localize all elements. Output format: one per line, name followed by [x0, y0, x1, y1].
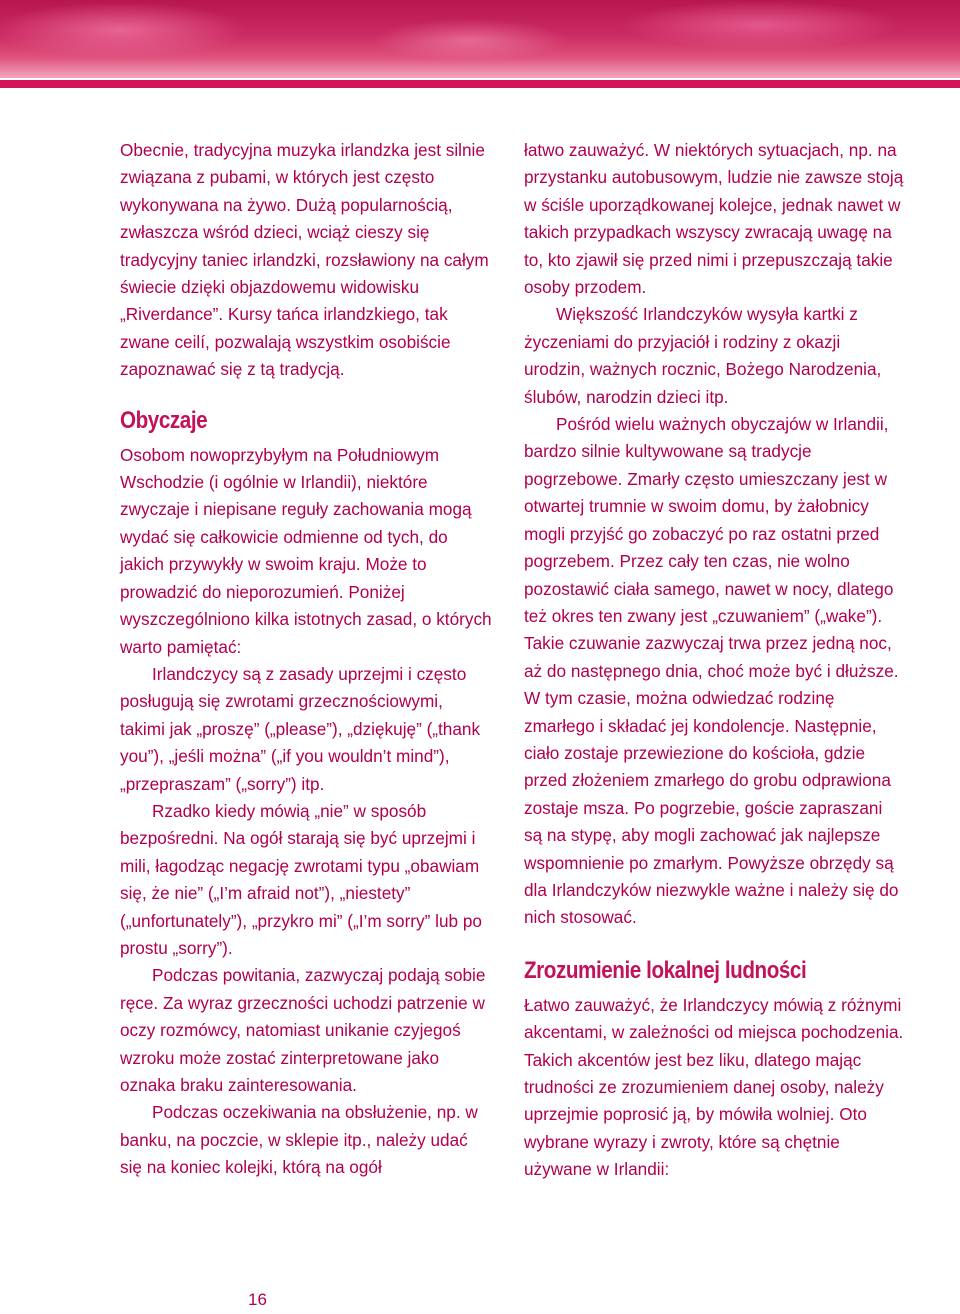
paragraph: łatwo zauważyć. W niektórych sytuacjach, np. na przystanku autobusowym, ludzie nie zawsze stoją w ściśle uporządkowanej kolejce, jednak nawet w takich przypadkach wszyscy zwracają uwagę na to, kto zjawił się przed nimi i przepuszczają takie osoby przodem. — [524, 140, 904, 298]
paragraph: Łatwo zauważyć, że Irlandczycy mówią z różnymi akcentami, w zależności od miejsca pochodzenia. Takich akcentów jest bez liku, dlatego mając trudności ze zrozumieniem danej osoby, należy uprzejmie poprosić ją, by mówiła wolniej. Oto wybrane wyrazy i zwroty, które są chętnie używane w Irlandii: — [524, 994, 904, 1180]
paragraph: Podczas oczekiwania na obsłużenie, np. w banku, na poczcie, w sklepie itp., należy udać się na koniec kolejki, którą na ogół — [120, 1102, 478, 1178]
section-heading-obyczaje: Obyczaje — [120, 406, 208, 434]
paragraph: Podczas powitania, zazwyczaj podają sobie ręce. Za wyraz grzeczności uchodzi patrzenie w oczy rozmówcy, natomiast unikanie czyjegoś wzroku może zostać zinterpretowane jako oznaka braku zainteresowania. — [120, 965, 486, 1095]
header-stripe — [0, 80, 960, 88]
page-number: 16 — [248, 1290, 267, 1309]
left-column — [120, 137, 492, 1182]
paragraph: Pośród wielu ważnych obyczajów w Irlandii, bardzo silnie kultywowane są tradycje pogrzebowe. Zmarły często umieszczany jest w otwartej trumnie w swoim domu, by żałobnicy mogli przyjść go zobaczyć po raz ostatni przed pogrzebem. Przez cały ten czas, nie wolno pozostawić ciała samego, nawet w nocy, dlatego też okres ten zwany jest „czuwaniem” („wake”). Takie czuwanie zazwyczaj trwa przez jedną noc, aż do następnego dnia, choć może być i dłuższe. W tym czasie, można odwiedzać rodzinę zmarłego i składać jej kondolencje. Następnie, ciało zostaje przewiezione do kościoła, gdzie przed złożeniem zmarłego do grobu odprawiona zostaje msza. Po pogrzebie, goście zapraszani są na stypę, aby mogli zachować jak najlepsze wspomnienie po zmarłym. Powyższe obrzędy są dla Irlandczyków niezwykle ważne i należy się do nich stosować. — [524, 414, 899, 928]
paragraph: Większość Irlandczyków wysyła kartki z życzeniami do przyjaciół i rodziny z okazji urodzin, ważnych rocznic, Bożego Narodzenia, ślubów, narodzin dzieci itp. — [524, 304, 882, 407]
header-banner-image — [0, 0, 960, 78]
section-heading-zrozumienie: Zrozumienie lokalnej ludności — [524, 956, 807, 984]
right-column — [524, 137, 904, 1184]
paragraph: Osobom nowoprzybyłym na Południowym Wschodzie (i ogólnie w Irlandii), niektóre zwyczaje i niepisane reguły zachowania mogą wydać się całkowicie odmienne od tych, do jakich przywykły w swoim kraju. Może to prowadzić do nieporozumień. Poniżej wyszczególniono kilka istotnych zasad, o których warto pamiętać: — [120, 444, 492, 657]
intro-paragraph: Obecnie, tradycyjna muzyka irlandzka jest silnie związana z pubami, w których jest często wykonywana na żywo. Dużą popularnością, zwłaszcza wśród dzieci, wciąż cieszy się tradycyjny taniec irlandzki, rozsławiony na całym świecie dzięki objazdowemu widowisku „Riverdance”. Kursy tańca irlandzkiego, tak zwane ceilí, pozwalają wszystkim osobiście zapoznawać się z tą tradycją. — [120, 140, 489, 380]
paragraph: Irlandczycy są z zasady uprzejmi i często posługują się zwrotami grzecznościowymi, takimi jak „proszę” („please”), „dziękuję” („thank you”), „jeśli można” („if you wouldn’t mind”), „przepraszam” („sorry”) itp. — [120, 663, 481, 794]
paragraph: Rzadko kiedy mówią „nie” w sposób bezpośredni. Na ogół starają się być uprzejmi i mili, łagodząc negację zwrotami typu „obawiam się, że nie” („I’m afraid not”), „niestety” („unfortunately”), „przykro mi” („I’m sorry” lub po prostu „sorry”). — [120, 800, 482, 958]
